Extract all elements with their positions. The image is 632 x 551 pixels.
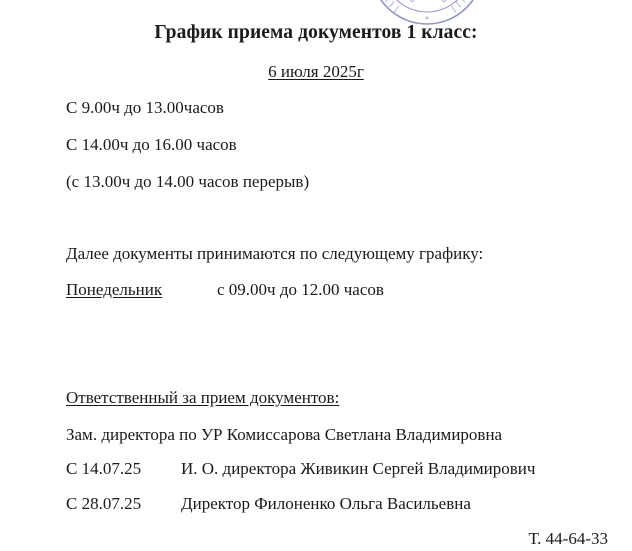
responsible-row-date: С 28.07.25 [66,494,142,513]
responsible-primary: Зам. директора по УР Комиссарова Светлана Владимировна [66,425,503,444]
schedule-line-afternoon: С 14.00ч до 16.00 часов [66,135,237,154]
responsible-row-person: Директор Филоненко Ольга Васильевна [181,494,471,513]
phone-number: Т. 44-64-33 [528,529,608,548]
document-title: График приема документов 1 класс: [154,22,478,43]
responsible-row-date: С 14.07.25 [66,459,142,478]
responsible-row-person: И. О. директора Живикин Сергей Владимирович [181,459,536,478]
schedule-line-morning: С 9.00ч до 13.00часов [66,98,224,117]
svg-text:*: * [425,15,429,24]
further-schedule-day: Понедельник [66,280,163,299]
further-schedule-hours: с 09.00ч до 12.00 часов [217,280,384,299]
schedule-line-break: (с 13.00ч до 14.00 часов перерыв) [66,172,310,191]
responsible-heading: Ответственный за прием документов: [66,388,340,407]
document-date: 6 июля 2025г [268,62,364,81]
further-schedule-intro: Далее документы принимаются по следующему графику: [66,244,484,263]
